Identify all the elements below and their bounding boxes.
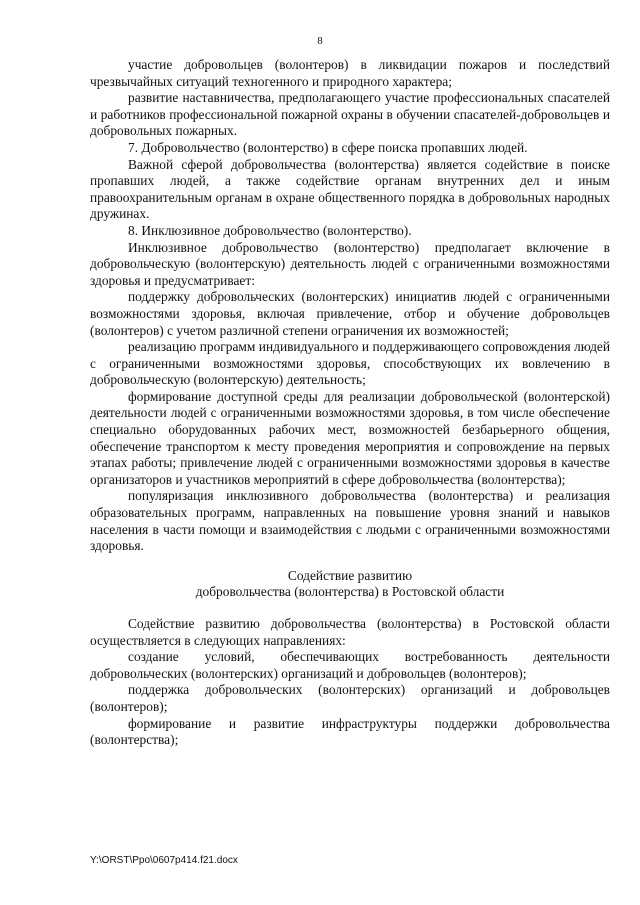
list-item: популяризация инклюзивного добровольчества (волонтерства) и реализация образовательных программ, направленных на повышение уровня знаний и навыков населения в части помощи и взаимодействия с людьми с ограниченными возможностями здоровья. — [90, 488, 610, 554]
section-item-heading: 7. Добровольчество (волонтерство) в сфере поиска пропавших людей. — [128, 139, 528, 155]
paragraph: Инклюзивное добровольчество (волонтерство) предполагает включение в добровольческую (волонтерскую) деятельность людей с ограниченными возможностями здоровья и предусматривает: — [90, 239, 610, 288]
list-item: формирование доступной среды для реализации добровольческой (волонтерской) деятельности людей с ограниченными возможностями здоровья, в том числе обеспечение специально оборудованных рабочих мест, возможностей безбарьерного общения, обеспечение транспортом к месту проведения мероприятия и сопровождение на первых этапах работы; привлечение людей с ограниченными возможностями здоровья в качестве организаторов и участников мероприятий в сфере добровольчества (волонтерства); — [90, 388, 610, 487]
paragraph: развитие наставничества, предполагающего участие профессиональных спасателей и работников профессиональной пожарной охраны в обучении спасателей-добровольцев и добровольных пожарных. — [90, 90, 610, 139]
paragraph: Важной сферой добровольчества (волонтерства) является содействие в поиске пропавших людей, а также содействие органам внутренних дел и иным правоохранительным органам в охране общественного порядка в добровольных народных дружинах. — [90, 156, 610, 222]
section-item-heading: 8. Инклюзивное добровольчество (волонтерство). — [128, 222, 412, 238]
list-item: реализацию программ индивидуального и поддерживающего сопровождения людей с ограниченными возможностями здоровья, способствующих их вовлечению в добровольческую (волонтерскую) деятельность; — [90, 339, 610, 388]
paragraph: Содействие развитию добровольчества (волонтерства) в Ростовской области осуществляется в следующих направлениях: — [90, 616, 610, 648]
list-item: создание условий, обеспечивающих востребованность деятельности добровольческих (волонтерских) организаций и добровольцев (волонтеров); — [90, 649, 610, 681]
section-heading — [90, 568, 610, 601]
list-item: поддержка добровольческих (волонтерских) организаций и добровольцев (волонтеров); — [90, 682, 610, 714]
footer-file-path: Y:\ORST\Ppo\0607p414.f21.docx — [90, 855, 238, 866]
list-item: формирование и развитие инфраструктуры поддержки добровольчества (волонтерства); — [90, 715, 610, 748]
section-heading-line-1: Содействие развитию — [287, 567, 413, 583]
document-body — [90, 57, 610, 749]
page-number: 8 — [317, 35, 323, 47]
paragraph: участие добровольцев (волонтеров) в ликвидации пожаров и последствий чрезвычайных ситуаций техногенного и природного характера; — [90, 57, 610, 89]
list-item: поддержку добровольческих (волонтерских) инициатив людей с ограниченными возможностями здоровья, включая привлечение, отбор и обучение добровольцев (волонтеров) с учетом различной степени ограничения их возможностей; — [90, 289, 610, 338]
section-heading-line-2: добровольчества (волонтерства) в Ростовской области — [195, 584, 505, 600]
